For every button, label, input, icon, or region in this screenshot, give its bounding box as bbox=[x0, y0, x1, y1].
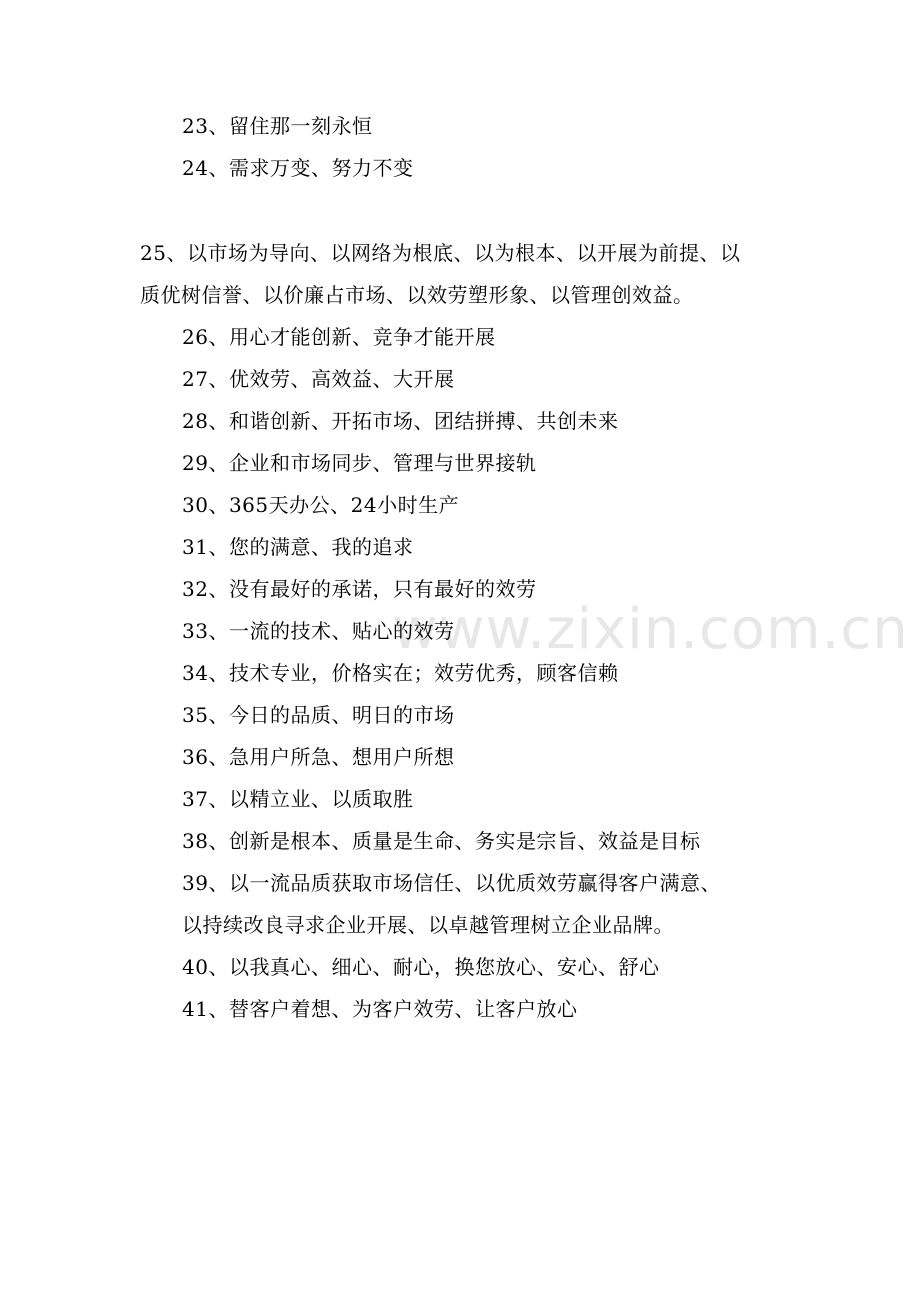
slogan-36: 36、急用户所急、想用户所想 bbox=[182, 745, 455, 769]
slogan-30: 30、365天办公、24小时生产 bbox=[182, 493, 460, 517]
slogan-33: 33、一流的技术、贴心的效劳 bbox=[182, 619, 455, 643]
slogan-39-line-2: 以持续改良寻求企业开展、以卓越管理树立企业品牌。 bbox=[182, 913, 674, 937]
slogan-25-line-2: 质优树信誉、以价廉占市场、以效劳塑形象、以管理创效益。 bbox=[140, 283, 694, 307]
watermark-text: www.zixin.com.cn bbox=[392, 597, 909, 662]
slogan-27: 27、优效劳、高效益、大开展 bbox=[182, 367, 455, 391]
slogan-38: 38、创新是根本、质量是生命、务实是宗旨、效益是目标 bbox=[182, 829, 701, 853]
slogan-40: 40、以我真心、细心、耐心，换您放心、安心、舒心 bbox=[182, 955, 660, 979]
slogan-23: 23、留住那一刻永恒 bbox=[182, 114, 373, 138]
slogan-28: 28、和谐创新、开拓市场、团结拼搏、共创未来 bbox=[182, 409, 619, 433]
slogan-35: 35、今日的品质、明日的市场 bbox=[182, 703, 455, 727]
slogan-32: 32、没有最好的承诺，只有最好的效劳 bbox=[182, 577, 537, 601]
slogan-41: 41、替客户着想、为客户效劳、让客户放心 bbox=[182, 997, 578, 1021]
slogan-31: 31、您的满意、我的追求 bbox=[182, 535, 414, 559]
slogan-24: 24、需求万变、努力不变 bbox=[182, 156, 414, 180]
slogan-26: 26、用心才能创新、竞争才能开展 bbox=[182, 325, 496, 349]
slogan-39-line-1: 39、以一流品质获取市场信任、以优质效劳赢得客户满意、 bbox=[182, 871, 721, 895]
slogan-34: 34、技术专业，价格实在；效劳优秀，顾客信赖 bbox=[182, 661, 619, 685]
slogan-29: 29、企业和市场同步、管理与世界接轨 bbox=[182, 451, 537, 475]
slogan-25-line-1: 25、以市场为导向、以网络为根底、以为根本、以开展为前提、以 bbox=[140, 241, 741, 265]
slogan-37: 37、以精立业、以质取胜 bbox=[182, 787, 414, 811]
